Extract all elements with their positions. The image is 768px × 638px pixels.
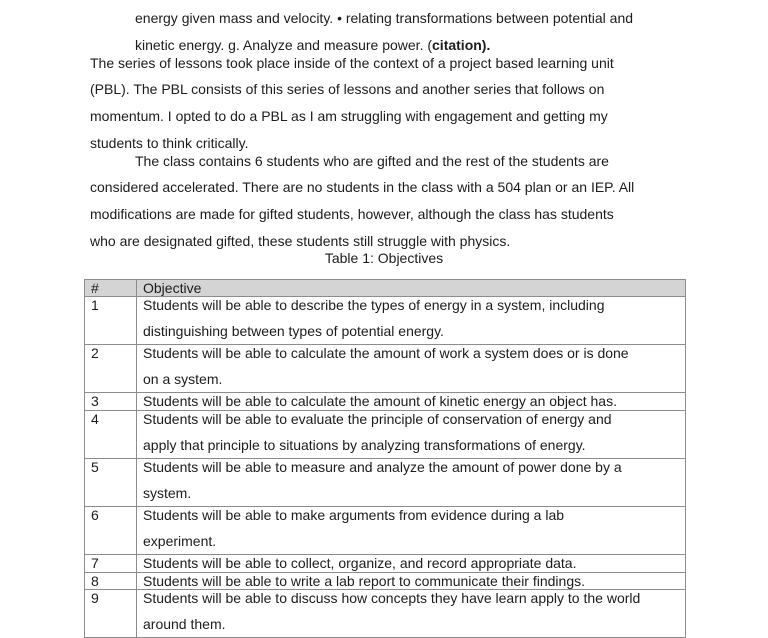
row-number: 6 [85, 507, 137, 555]
objective-line: around them. [143, 616, 226, 632]
table-row [85, 393, 686, 411]
table-row [85, 411, 686, 459]
objective-line: system. [143, 485, 192, 501]
paragraph-2-line-2: considered accelerated. There are no students in the class with a 504 plan or an IEP. All [90, 179, 635, 195]
intro-line-1: energy given mass and velocity. • relating transformations between potential and [135, 10, 634, 26]
objective-line: Students will be able to evaluate the principle of conservation of energy and [143, 411, 612, 427]
table-row [85, 590, 686, 638]
row-number: 7 [85, 555, 137, 573]
table-row [85, 459, 686, 507]
table-row [85, 297, 686, 345]
paragraph-2-line-4: who are designated gifted, these students still struggle with physics. [90, 233, 511, 249]
objective-line: Students will be able to calculate the amount of work a system does or is done [143, 345, 629, 361]
row-number: 9 [85, 590, 137, 638]
objective-line: Students will be able to measure and analyze the amount of power done by a [143, 459, 622, 475]
header-number: # [85, 280, 137, 297]
citation-bold: citation). [432, 37, 491, 53]
row-objective [137, 297, 686, 345]
paragraph-1-line-4: students to think critically. [90, 135, 249, 151]
row-objective [137, 590, 686, 638]
objective-line: on a system. [143, 371, 223, 387]
intro-line-2-text: kinetic energy. g. Analyze and measure power. ( [135, 37, 433, 53]
intro-line-2 [135, 36, 490, 54]
row-objective [137, 393, 686, 411]
objective-line: Students will be able to collect, organize, and record appropriate data. [143, 555, 577, 571]
row-number: 8 [85, 573, 137, 590]
paragraph-2-line-3: modifications are made for gifted students, however, although the class has students [90, 206, 614, 222]
objective-line: Students will be able to calculate the amount of kinetic energy an object has. [143, 393, 617, 409]
paragraph-1-line-2: (PBL). The PBL consists of this series of lessons and another series that follows on [90, 81, 605, 97]
table-caption: Table 1: Objectives [324, 250, 444, 266]
row-number: 1 [85, 297, 137, 345]
table-header-row [85, 280, 686, 297]
row-objective [137, 459, 686, 507]
row-number: 3 [85, 393, 137, 411]
row-objective [137, 411, 686, 459]
row-number: 5 [85, 459, 137, 507]
row-number: 4 [85, 411, 137, 459]
row-objective [137, 345, 686, 393]
objective-line: apply that principle to situations by analyzing transformations of energy. [143, 437, 586, 453]
table-row [85, 573, 686, 590]
row-number: 2 [85, 345, 137, 393]
objective-line: Students will be able to make arguments from evidence during a lab [143, 507, 565, 523]
objective-line: distinguishing between types of potential energy. [143, 323, 444, 339]
objective-line: Students will be able to describe the types of energy in a system, including [143, 297, 605, 313]
paragraph-1-line-3: momentum. I opted to do a PBL as I am struggling with engagement and getting my [90, 108, 608, 124]
objective-line: Students will be able to write a lab report to communicate their findings. [143, 573, 586, 589]
paragraph-2-line-1: The class contains 6 students who are gifted and the rest of the students are [135, 153, 609, 169]
table-row [85, 345, 686, 393]
header-objective: Objective [137, 280, 686, 297]
row-objective [137, 555, 686, 573]
row-objective [137, 507, 686, 555]
objective-line: Students will be able to discuss how concepts they have learn apply to the world [143, 590, 641, 606]
table-row [85, 507, 686, 555]
row-objective [137, 573, 686, 590]
objectives-table [84, 279, 686, 638]
objective-line: experiment. [143, 533, 217, 549]
table-row [85, 555, 686, 573]
paragraph-1-line-1: The series of lessons took place inside of the context of a project based learning unit [90, 55, 614, 71]
